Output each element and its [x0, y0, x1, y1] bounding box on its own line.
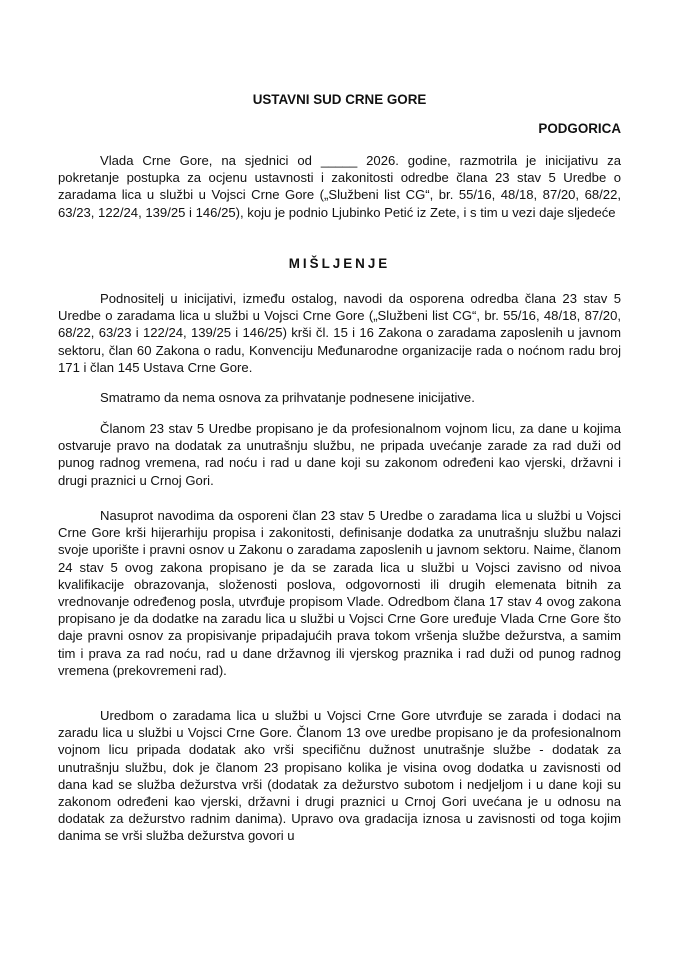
paragraph-opinion: Smatramo da nema osnova za prihvatanje podnesene inicijative.: [100, 390, 475, 405]
paragraph-regulation: Uredbom o zaradama lica u službi u Vojsci Crne Gore utvrđuje se zarada i dodaci na zaradu lica u službi u Vojsci Crne Gore. Članom 13 ove uredbe propisano je da profesionalnom vojnom licu pripada dodatak ako vrši specifičnu dužnost unutrašnje službe - dodatak za unutrašnju službu, dok je članom 23 propisano kolika je visina ovog dodatka u zavisnosti od dana kad se služba dežurstva vrši (dodatak za dežurstvo subotom i nedjeljom i u dane koji su zakonom određeni kao vjerski, državni i drugi praznici u Crnoj Gori uvećana je u odnosu na dodatak za dežurstvo radnim danima). Upravo ova gradacija iznosa u zavisnosti od toga kojim danima se vrši služba dežurstva govori u: [58, 708, 621, 844]
addressee-city: PODGORICA: [538, 121, 621, 136]
intro-paragraph: Vlada Crne Gore, na sjednici od _____ 2026. godine, razmotrila je inicijativu za pokretanje postupka za ocjenu ustavnosti i zakonitosti odredbe člana 23 stav 5 Uredbe o zaradama lica u službi u Vojsci Crne Gore („Službeni list CG“, br. 55/16, 48/18, 87/20, 68/22, 63/23, 122/24, 139/25 i 146/25), koju je podnio Ljubinko Petić iz Zete, i s tim u vezi daje sljedeće: [58, 153, 621, 220]
addressee-court: USTAVNI SUD CRNE GORE: [252, 92, 427, 107]
document-heading: MIŠLJENJE: [288, 256, 391, 271]
paragraph-claims: Podnositelj u inicijativi, između ostalog, navodi da osporena odredba člana 23 stav 5 Uredbe o zaradama lica u službi u Vojsci Crne Gore („Službeni list CG“, br. 55/16, 48/18, 87/20, 68/22, 63/23 i 122/24, 139/25 i 146/25) krši čl. 15 i 16 Zakona o zaradama zaposlenih u javnom sektoru, član 60 Zakona o radu, Konvenciju Međunarodne organizacije rada o noćnom radu broj 171 i član 145 Ustava Crne Gore.: [58, 291, 621, 375]
paragraph-article-23: Članom 23 stav 5 Uredbe propisano je da profesionalnom vojnom licu, za dane u kojima ostvaruje pravo na dodatak za unutrašnju službu, ne pripada uvećanje zarade za rad duži od punog radnog vremena, rad noću i rad u dane koji su zakonom određeni kao vjerski, državni i drugi praznici u Crnoj Gori.: [58, 421, 621, 488]
paragraph-legal-basis: Nasuprot navodima da osporeni član 23 stav 5 Uredbe o zaradama lica u službi u Vojsci Crne Gore krši hijerarhiju propisa i zakonitosti, definisanje dodatka za unutrašnju službu nalazi svoje uporište i pravni osnov u Zakonu o zaradama zaposlenih u javnom sektoru. Naime, članom 24 stav 5 ovog zakona propisano je da se zarada lica u službi u Vojsci zavisno od nivoa kvalifikacije obrazovanja, složenosti poslova, odgovornosti ili drugih elemenata bitnih za vrednovanje određenog posla, utvrđuje propisom Vlade. Odredbom člana 17 stav 4 ovog zakona propisano je da dodatke na zaradu lica u službi u Vojsci Crne Gore uređuje Vlada Crne Gore što daje pravni osnov za propisivanje pripadajućih prava tokom vršenja službe dežurstva, a samim tim i prava za rad noću, rad u dane državnog ili vjerskog praznika i rad duži od punog radnog vremena (prekovremeni rad).: [58, 508, 621, 678]
